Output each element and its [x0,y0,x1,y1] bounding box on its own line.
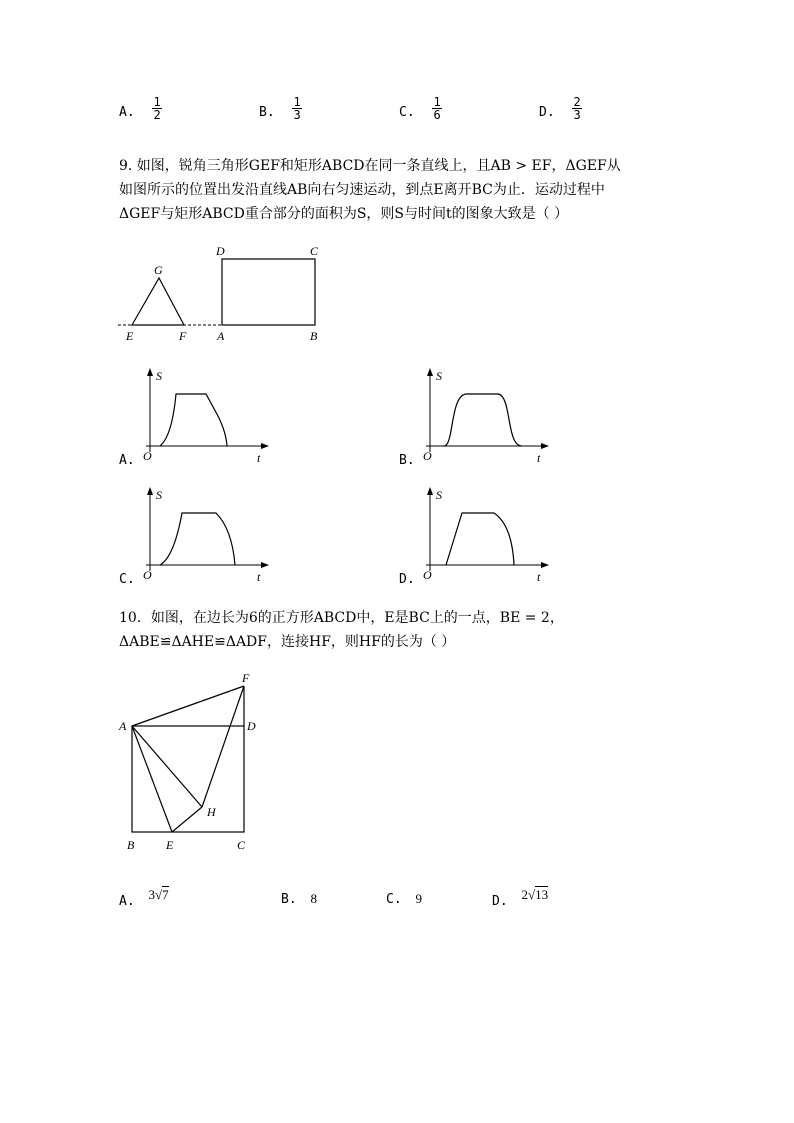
q8-option-a-letter: A. [119,105,135,120]
q8-option-c-letter: C. [399,105,415,120]
q9-label-f: F [179,329,187,343]
q9-graph-d-origin: O [423,568,432,582]
q8-option-b-numerator: 1 [293,95,301,109]
q9-label-a: A [217,329,225,343]
q10-segment-ae [132,726,172,832]
q8-option-d[interactable] [539,95,582,122]
q8-option-c[interactable] [399,95,442,122]
q10-option-a-coefficient: 3 [148,887,155,902]
q10-option-b-value: 8 [310,891,317,906]
q8-option-d-letter: D. [539,105,555,120]
q9-graph-d-y-label: S [436,488,442,502]
q9-label-g: G [154,263,163,277]
q8-option-b-denominator: 3 [293,108,301,122]
q10-option-d-value [521,887,548,902]
q10-figure [115,668,265,858]
q10-label-h: H [207,805,216,819]
q9-graph-c-curve [160,513,235,565]
q8-option-c-fraction [432,96,441,121]
q9-graph-b-x-label: t [537,451,541,465]
q9-graph-b[interactable] [418,366,553,466]
q9-rectangle-abcd [222,259,315,325]
q8-option-a-numerator: 1 [153,95,161,109]
q9-graph-c-x-label: t [257,570,261,584]
q8-option-b[interactable] [259,95,302,122]
q9-option-a-letter[interactable]: A. [119,453,135,468]
q8-option-c-denominator: 6 [433,108,441,122]
q9-graph-b-y-label: S [436,369,442,383]
q9-label-e: E [126,329,134,343]
q9-graph-c-origin: O [143,568,152,582]
q9-graph-b-curve [444,394,522,446]
q9-label-c: C [310,244,319,258]
q10-option-a-radical-sign: √ [154,887,163,902]
q9-graph-a-y-label: S [156,369,162,383]
q9-text-line-2: 如图所示的位置出发沿直线AB向右匀速运动，到点E离开BC为止．运动过程中 [119,182,605,198]
q9-text-line-3: ΔGEF与矩形ABCD重合部分的面积为S，则S与时间t的图象大致是（ ） [119,206,569,222]
q10-label-a: A [119,719,127,733]
q9-option-b-letter[interactable]: B. [399,453,415,468]
q8-option-c-numerator: 1 [433,95,441,109]
q10-option-d-radicand: 13 [535,887,549,902]
q10-option-d-letter: D. [492,894,508,909]
q10-label-f: F [242,671,250,685]
q10-label-b: B [127,838,135,852]
q10-square-abcd [132,726,244,832]
q10-option-a-value [148,887,168,902]
q10-option-d[interactable] [492,887,549,909]
q9-label-d: D [216,244,225,258]
q10-option-d-radical-sign: √ [527,887,536,902]
q9-option-d-letter[interactable]: D. [399,572,415,587]
q8-option-a-denominator: 2 [153,108,161,122]
q8-option-a-fraction [152,96,161,121]
q9-graph-d[interactable] [418,485,553,585]
q10-option-c-letter: C. [386,892,402,907]
q10-option-a-radicand: 7 [162,887,169,902]
q9-triangle-gef [132,278,184,325]
q10-label-d: D [247,719,256,733]
q10-option-b[interactable] [281,891,317,907]
q9-graph-d-x-label: t [537,570,541,584]
q10-option-d-coefficient: 2 [521,887,528,902]
q9-graph-a-curve [160,394,227,446]
q10-label-c: C [237,838,246,852]
q10-segment-ah [132,726,202,807]
q8-option-b-fraction [292,96,301,121]
q9-graph-c[interactable] [138,485,273,585]
q8-option-d-fraction [572,96,581,121]
q9-graph-b-origin: O [423,449,432,463]
q9-option-c-letter[interactable]: C. [119,572,135,587]
q10-option-a[interactable] [119,887,169,909]
q8-option-d-denominator: 3 [573,108,581,122]
q9-figure [115,240,330,345]
q10-segment-eh [172,807,202,832]
q9-label-b: B [310,329,318,343]
q10-text-line-2: ΔABE≌ΔAHE≌ΔADF，连接HF，则HF的长为（ ） [119,634,456,650]
q10-option-c-value: 9 [415,891,422,906]
q9-graph-a[interactable] [138,366,273,466]
q9-graph-d-curve [446,513,514,565]
q10-option-b-letter: B. [281,892,297,907]
q10-option-c[interactable] [386,891,422,907]
q10-label-e: E [166,838,174,852]
q10-text-line-1: 10．如图，在边长为6的正方形ABCD中，E是BC上的一点，BE = 2， [119,610,564,626]
q9-graph-c-y-label: S [156,488,162,502]
q9-text-line-1: 9. 如图，锐角三角形GEF和矩形ABCD在同一条直线上，且AB > EF，ΔGEF从 [119,158,621,174]
q8-option-d-numerator: 2 [573,95,581,109]
q10-segment-hf [202,686,244,807]
q8-option-b-letter: B. [259,105,275,120]
q9-graph-a-x-label: t [257,451,261,465]
q8-option-a[interactable] [119,95,162,122]
q10-segment-af [132,686,244,726]
q10-option-a-letter: A. [119,894,135,909]
q9-graph-a-origin: O [143,449,152,463]
